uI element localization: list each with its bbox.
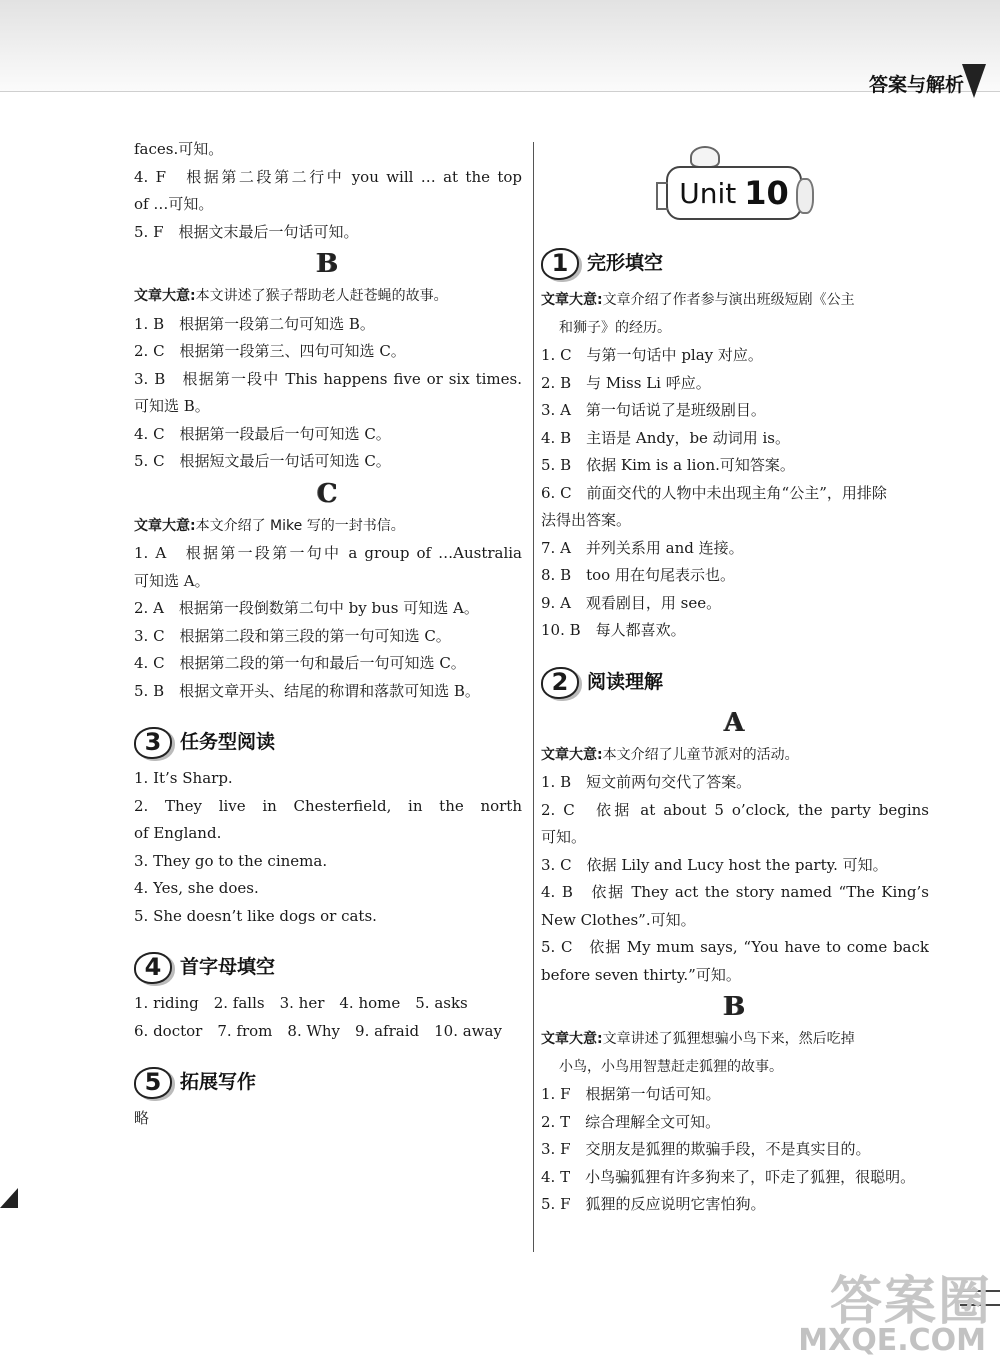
answer-line: 可知。 <box>541 828 587 846</box>
part-letter-a: A <box>724 707 746 738</box>
section-title: 阅读理解 <box>587 670 664 693</box>
article-gist <box>541 286 929 315</box>
answer-line: 4. C 根据第一段最后一句可知选 C。 <box>134 424 391 443</box>
part-letter-b: B <box>723 992 747 1022</box>
gist-label: 文章大意: <box>541 1031 603 1047</box>
section-heading-1 <box>541 244 929 284</box>
gist-text: 文章介绍了作者参与演出班级短剧《公主 <box>602 292 855 308</box>
section-tag: 答案与解析 <box>869 70 964 97</box>
right-column <box>541 244 929 1219</box>
answer-line: 略 <box>134 1109 150 1127</box>
left-column <box>134 136 522 1133</box>
answer-line: 1. B 根据第一段第二句可知选 B。 <box>134 314 375 333</box>
article-gist <box>134 512 522 541</box>
answer-line: New Clothes”.可知。 <box>541 910 696 929</box>
gist-text-continued: 小鸟，小鸟用智慧赶走狐狸的故事。 <box>559 1058 783 1075</box>
answer-line: 2. B 与 Miss Li 呼应。 <box>541 373 711 392</box>
gist-text: 本文讲述了猴子帮助老人赶苍蝇的故事。 <box>195 288 448 304</box>
cartoon-hat-icon <box>690 146 720 168</box>
answer-line: of England. <box>134 824 222 842</box>
answer-line: 6. doctor 7. from 8. Why 9. afraid 10. away <box>134 1021 502 1040</box>
answer-line: 5. C 根据短文最后一句话可知选 C。 <box>134 452 391 470</box>
answer-line: 1. It’s Sharp. <box>134 769 233 787</box>
answer-line: 5. F 根据文末最后一句话可知。 <box>134 222 359 241</box>
gist-text: 文章讲述了狐狸想骗小鸟下来，然后吃掉 <box>602 1031 855 1047</box>
answer-line: 2. C 根据第一段第三、四句可知选 C。 <box>134 342 406 360</box>
answer-line: 4. B 依据 They act the story named “The King’s <box>541 883 929 901</box>
section-number-badge: 3 <box>134 727 172 759</box>
gist-text: 本文介绍了 Mike 写的一封书信。 <box>195 517 405 534</box>
answer-line: 6. C 前面交代的人物中未出现主角“公主”，用排除 <box>541 483 887 502</box>
answer-line: 可知选 A。 <box>134 571 210 590</box>
answer-line: 4. C 根据第二段的第一句和最后一句可知选 C。 <box>134 654 466 672</box>
answer-line: 4. T 小鸟骗狐狸有许多狗来了，吓走了狐狸，很聪明。 <box>541 1167 916 1186</box>
answer-line: 1. riding 2. falls 3. her 4. home 5. asks <box>134 994 468 1012</box>
section-heading-3 <box>134 723 522 763</box>
article-gist <box>134 282 522 311</box>
article-gist <box>541 741 929 770</box>
gist-label: 文章大意: <box>134 288 196 304</box>
unit-title-banner <box>666 166 802 220</box>
section-number-badge: 4 <box>134 952 172 984</box>
answer-line: of …可知。 <box>134 195 214 213</box>
answer-line: 4. F 根据第二段第二行中 you will … at the top <box>134 167 522 186</box>
section-title: 任务型阅读 <box>180 731 276 754</box>
answer-line: 可知选 B。 <box>134 397 210 415</box>
answer-line: 2. C 依据 at about 5 o’clock, the party begins <box>541 800 929 819</box>
section-title: 完形填空 <box>587 252 664 275</box>
section-title: 拓展写作 <box>180 1071 257 1094</box>
section-number-badge: 5 <box>134 1067 172 1099</box>
answer-line: 1. A 根据第一段第一句中 a group of …Australia <box>134 544 522 562</box>
answer-line: 3. B 根据第一段中 This happens five or six times. <box>134 369 522 388</box>
section-heading-2 <box>541 663 929 703</box>
section-number-badge: 2 <box>541 667 579 699</box>
section-number-badge: 1 <box>541 248 579 280</box>
binding-mark <box>0 1188 18 1208</box>
answer-line: 3. C 根据第二段和第三段的第一句可知选 C。 <box>134 626 451 645</box>
part-letter-c: C <box>317 478 339 509</box>
section-heading-4 <box>134 948 522 988</box>
part-letter-b: B <box>316 249 340 279</box>
answer-line: 2. T 综合理解全文可知。 <box>541 1112 721 1131</box>
answer-line: 5. F 狐狸的反应说明它害怕狗。 <box>541 1195 766 1213</box>
answer-line: 3. A 第一句话说了是班级剧目。 <box>541 401 766 419</box>
gist-text: 本文介绍了儿童节派对的活动。 <box>602 746 799 763</box>
gist-label: 文章大意: <box>134 517 196 534</box>
section-heading-5 <box>134 1063 522 1103</box>
answer-line: 1. C 与第一句话中 play 对应。 <box>541 346 763 364</box>
answer-line: faces.可知。 <box>134 140 224 158</box>
answer-line: 3. F 交朋友是狐狸的欺骗手段，不是真实目的。 <box>541 1140 871 1158</box>
gist-label: 文章大意: <box>541 292 603 308</box>
unit-word: Unit <box>679 176 737 210</box>
answer-line: 3. They go to the cinema. <box>134 851 328 870</box>
answer-line: 3. C 依据 Lily and Lucy host the party. 可知。 <box>541 855 888 874</box>
answer-line: 9. A 观看剧目，用 see。 <box>541 593 722 612</box>
answer-line: 8. B too 用在句尾表示也。 <box>541 566 735 584</box>
gist-text-continued: 和狮子》的经历。 <box>559 319 671 336</box>
answer-line: 4. B 主语是 Andy，be 动词用 is。 <box>541 428 790 447</box>
answer-line: 5. She doesn’t like dogs or cats. <box>134 906 377 925</box>
article-gist <box>541 1025 929 1054</box>
watermark-logo: 答案圈 <box>829 1272 992 1332</box>
answer-line: before seven thirty.”可知。 <box>541 965 741 984</box>
answer-line: 2. They live in Chesterfield, in the north <box>134 796 522 815</box>
unit-number: 10 <box>744 174 789 212</box>
answer-line: 1. B 短文前两句交代了答案。 <box>541 773 752 791</box>
answer-line: 5. C 依据 My mum says, “You have to come back <box>541 938 929 956</box>
watermark-url: MXQE.COM <box>798 1323 986 1358</box>
answer-line: 5. B 根据文章开头、结尾的称谓和落款可知选 B。 <box>134 681 480 700</box>
page-top-band <box>0 0 1000 92</box>
answer-line: 法得出答案。 <box>541 511 632 529</box>
cartoon-character-icon <box>796 178 814 214</box>
answer-line: 5. B 依据 Kim is a lion.可知答案。 <box>541 456 795 474</box>
answer-line: 4. Yes, she does. <box>134 879 259 897</box>
gist-label: 文章大意: <box>541 746 603 763</box>
answer-line: 2. A 根据第一段倒数第二句中 by bus 可知选 A。 <box>134 599 479 617</box>
answer-line: 7. A 并列关系用 and 连接。 <box>541 538 744 557</box>
answer-line: 1. F 根据第一句话可知。 <box>541 1085 721 1103</box>
answer-line: 10. B 每人都喜欢。 <box>541 621 686 639</box>
column-divider <box>533 142 534 1252</box>
section-title: 首字母填空 <box>180 956 276 979</box>
